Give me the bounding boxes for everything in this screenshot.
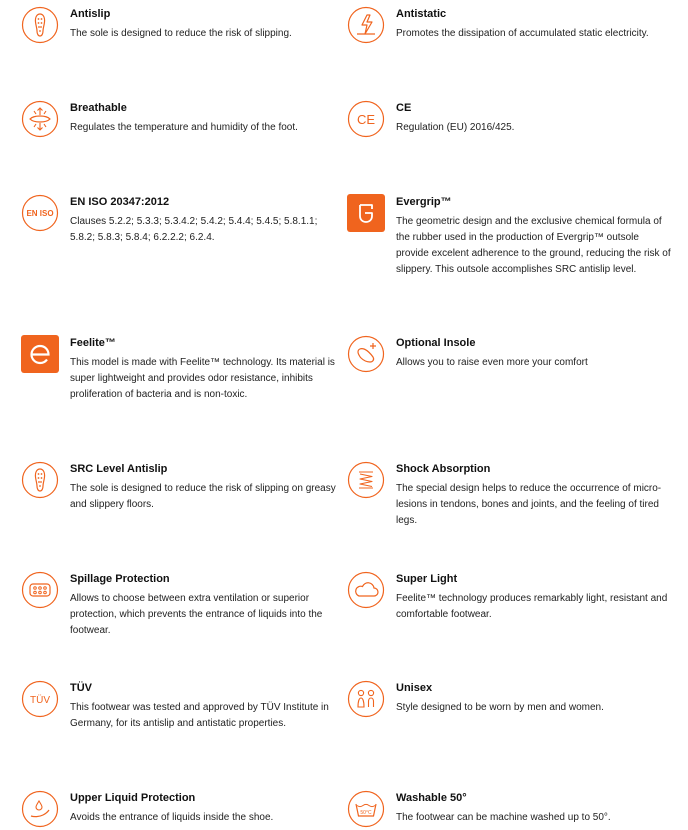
feature-title: Super Light [396,573,458,585]
feature-title: Breathable [70,102,127,114]
feature-description: Allows to choose between extra ventilation or superior protection, which prevents the entrance of liquids into the footwear. [70,593,323,636]
feature-title: TÜV [70,682,92,694]
feature-title: Upper Liquid Protection [70,792,196,804]
feature-description: The sole is designed to reduce the risk of slipping on greasy and slippery floors. [70,483,336,510]
feature-description: Clauses 5.2.2; 5.3.3; 5.3.4.2; 5.4.2; 5.4.4; 5.4.5; 5.8.1.1; 5.8.2; 5.8.3; 5.8.4; 6.2.2.2; 6.2.4. [70,216,318,243]
feature-description: Allows you to raise even more your comfort [396,357,588,368]
ce-mark-icon [347,100,385,138]
washable-temp-label: 50°C [360,810,372,816]
feature-title: Washable 50° [396,792,467,804]
tuv-label: TÜV [30,695,50,706]
feature-title: Optional Insole [396,337,476,349]
washable-icon [347,790,385,828]
feature-description: Regulates the temperature and humidity of the foot. [70,122,298,133]
feature-description: Feelite™ technology produces remarkably light, resistant and comfortable footwear. [396,593,668,620]
shock-spring-icon [347,461,385,499]
liquid-drop-icon [21,790,59,828]
feature-description: Style designed to be worn by men and women. [396,702,604,713]
breathable-arrows-icon [21,100,59,138]
feature-description: The sole is designed to reduce the risk of slipping. [70,28,292,39]
feature-title: CE [396,102,412,114]
feature-description: This model is made with Feelite™ technology. Its material is super lightweight and provides odor resistance, inhibits proliferation of bacteria and is non-toxic. [70,357,335,400]
cloud-icon [347,571,385,609]
lightning-icon [347,6,385,44]
feature-title: Feelite™ [70,337,116,349]
feature-title: EN ISO 20347:2012 [70,196,170,208]
tuv-icon [21,680,59,718]
ce-label: CE [356,112,376,127]
evergrip-logo-icon [347,194,385,232]
feature-title: Spillage Protection [70,573,170,585]
feature-title: Antislip [70,8,111,20]
feature-title: Evergrip™ [396,196,452,208]
feature-description: Promotes the dissipation of accumulated static electricity. [396,28,649,39]
insole-plus-icon [347,335,385,373]
feature-description: This footwear was tested and approved by TÜV Institute in Germany, for its antislip and antistatic properties. [70,702,329,729]
feature-title: Shock Absorption [396,463,491,475]
feelite-logo-icon [21,335,59,373]
en-iso-icon [21,194,59,232]
feature-description: Regulation (EU) 2016/425. [396,122,515,133]
feature-title: Antistatic [396,8,447,20]
feature-description: Avoids the entrance of liquids inside the shoe. [70,812,274,823]
feature-title: Unisex [396,682,433,694]
spillage-dots-icon [21,571,59,609]
shoe-sole-icon [21,6,59,44]
shoe-sole-icon [21,461,59,499]
unisex-icon [347,680,385,718]
feature-description: The geometric design and the exclusive chemical formula of the rubber used in the production of Evergrip™ outsole provide excelent adherence to the ground, reducing the risk of slippery. This outsole accomplishes SRC antislip level. [396,216,671,275]
en-iso-label: EN ISO [26,209,54,218]
feature-title: SRC Level Antislip [70,463,168,475]
feature-description: The footwear can be machine washed up to 50°. [396,812,611,823]
feature-description: The special design helps to reduce the occurrence of micro-lesions in tendons, bones and joints, and the feeling of tired legs. [396,483,662,526]
